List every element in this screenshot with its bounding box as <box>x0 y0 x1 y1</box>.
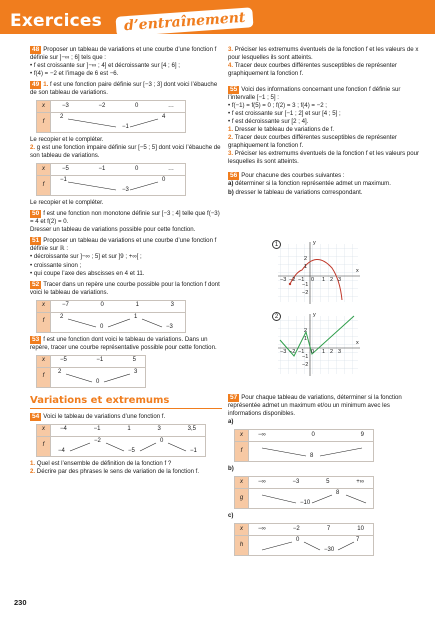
table-header: f <box>37 367 51 387</box>
graph-1 <box>272 240 362 306</box>
x-row <box>51 164 186 176</box>
exercise-text: Le recopier et le compléter. <box>30 136 104 144</box>
x-value: +∞ <box>356 478 364 485</box>
x-value: −7 <box>62 302 69 309</box>
table-header: x <box>235 477 249 489</box>
table-header: h <box>235 536 249 556</box>
f-value: −3 <box>166 323 173 330</box>
exercise-text: Proposer un tableau de variations et une courbe d’une fonction f définie sur ℝ : <box>30 237 217 253</box>
variation-arrows <box>252 489 372 509</box>
f-value: −1 <box>60 177 67 184</box>
tick-label: 0 <box>311 349 315 355</box>
tick-label: 1 <box>322 277 326 283</box>
f-value: 4 <box>162 114 166 121</box>
question-letter: a) <box>228 180 234 188</box>
exercise-text: Décrire par des phrases le sens de variation de la fonction f. <box>36 467 200 475</box>
exercise-56 <box>228 172 424 196</box>
table-header: f <box>37 436 51 456</box>
exercise-50 <box>30 210 222 234</box>
x-value: −5 <box>60 357 67 364</box>
variation-arrows <box>252 442 372 462</box>
variation-table-c <box>234 523 374 556</box>
page-header <box>0 0 435 34</box>
exercise-text: Tracer deux courbes différentes susceptibles de représenter graphiquement la fonction f. <box>228 134 397 150</box>
question-3 <box>228 46 424 78</box>
exercise-text: Proposer un tableau de variations et une courbe d’une fonction f définie sur ]−∞ ; 6] tels que : <box>30 46 217 62</box>
variation-table-a <box>234 429 374 462</box>
left-column <box>30 46 222 479</box>
question-letter: b) <box>228 465 234 473</box>
f-value: −5 <box>128 447 135 454</box>
exercise-number: 55 <box>230 86 238 94</box>
f-value: −4 <box>58 447 65 454</box>
x-value: 1 <box>135 302 139 309</box>
exercise-number: 49 <box>32 81 40 89</box>
f-value: 0 <box>296 537 300 544</box>
f-value: −1 <box>122 124 129 131</box>
tick-label: 3 <box>338 277 342 283</box>
x-value: −5 <box>62 165 69 172</box>
graph-2-plot <box>272 312 362 378</box>
f-value: −10 <box>300 500 311 507</box>
bullet: • f est croissante sur [−1 ; 2] et sur [4 ; 5] ; <box>228 110 341 118</box>
exercise-number: 52 <box>32 280 40 288</box>
tick-label: −1 <box>302 282 309 288</box>
f-row <box>249 536 374 556</box>
f-value: 0 <box>100 323 104 330</box>
f-value: 2 <box>60 114 64 121</box>
bullet: • f est décroissante sur [2 ; 4]. <box>228 118 309 126</box>
x-value: 5 <box>132 357 136 364</box>
f-value: 8 <box>310 453 314 460</box>
f-row <box>51 367 146 387</box>
variation-table <box>36 163 186 196</box>
variation-arrows <box>54 437 204 457</box>
exercise-55 <box>228 86 424 166</box>
tick-label: −2 <box>302 290 309 296</box>
exercise-48 <box>30 46 222 78</box>
tick-label: 2 <box>330 277 334 283</box>
variation-table <box>36 300 186 333</box>
exercise-text: Préciser les extremums éventuels de la fonction f et les valeurs pour lesquelles ils sont atteints. <box>228 150 420 166</box>
exercise-text: Quel est l’ensemble de définition de la fonction f ? <box>36 459 172 467</box>
exercise-57 <box>228 394 424 559</box>
x-value: 0 <box>311 431 315 438</box>
graph-number: 1 <box>272 240 281 249</box>
bullet: • décroissante sur ]−∞ ; 5] et sur ]9 ; +∞[ ; <box>30 253 142 261</box>
exercise-number: 50 <box>32 210 40 218</box>
question-number: 2. <box>30 467 36 475</box>
exercise-number: 57 <box>230 394 238 401</box>
tick-label: 2 <box>304 328 308 334</box>
variation-arrows <box>252 536 372 556</box>
graph-number: 2 <box>272 312 281 321</box>
exercise-52 <box>30 281 222 333</box>
bullet: • f est croissante sur ]−∞ ; 4] et décroissante sur [4 ; 6] ; <box>30 62 180 70</box>
axis-label: y <box>313 312 316 318</box>
x-value: … <box>168 102 174 109</box>
graph-1-plot <box>272 240 362 306</box>
f-value: 2 <box>60 313 64 320</box>
axis-label: y <box>313 240 316 246</box>
exercise-text: Pour chacune des courbes suivantes : <box>241 172 345 180</box>
exercise-number: 54 <box>32 412 40 420</box>
exercise-text: Tracer deux courbes différentes susceptibles de représenter graphiquement la fonction f. <box>228 62 397 78</box>
f-value: −1 <box>190 447 197 454</box>
x-row <box>249 477 374 489</box>
variation-arrows <box>54 368 149 388</box>
x-value: −2 <box>292 525 300 532</box>
exercise-text: Préciser les extremums éventuels de la fonction f et les valeurs de x pour lesquelles ils sont atteints. <box>228 46 419 62</box>
x-row <box>51 355 146 367</box>
table-header: f <box>37 312 51 332</box>
f-row <box>51 436 206 456</box>
variation-arrows <box>54 176 184 196</box>
exercise-text: Dresser le tableau de variations de f. <box>234 126 335 134</box>
x-row <box>249 524 374 536</box>
x-value: 9 <box>360 431 364 438</box>
tick-label: 2 <box>304 256 308 262</box>
x-value: −1 <box>96 357 104 364</box>
variation-arrows <box>54 113 184 133</box>
exercise-text: f est une fonction dont voici le tableau de variations. Dans un repère, tracer une courbe représentative possible pour cette fonction. <box>30 335 217 351</box>
x-value: −3 <box>62 102 69 109</box>
x-value: −2 <box>98 102 106 109</box>
bullet: • f(4) = −2 et l’image de 6 est −6. <box>30 70 119 78</box>
x-value: 3,5 <box>187 426 196 433</box>
table-header: x <box>37 424 51 436</box>
x-value: 0 <box>135 102 139 109</box>
f-value: 1 <box>134 313 138 320</box>
variation-table-b <box>234 476 374 509</box>
tick-label: −2 <box>289 349 296 355</box>
table-header: x <box>37 300 51 312</box>
x-value: −∞ <box>258 431 266 438</box>
question-number: 2. <box>228 134 234 142</box>
x-value: 7 <box>326 525 331 532</box>
exercise-text: déterminer si la fonction représentée admet un maximum. <box>235 180 391 188</box>
exercise-53 <box>30 336 222 388</box>
f-value: −30 <box>324 547 335 554</box>
x-value: −∞ <box>258 525 266 532</box>
axis-label: x <box>356 340 359 346</box>
question-number: 3. <box>228 150 234 158</box>
tick-label: −1 <box>298 349 305 355</box>
exercise-text: Voici des informations concernant une fonction f définie sur l’intervalle [−1 ; 5] : <box>228 86 401 102</box>
question-letter: b) <box>228 188 234 196</box>
bullet: • croissante sinon ; <box>30 261 82 269</box>
exercise-text: Voici le tableau de variations d’une fonction f. <box>43 412 166 420</box>
variation-arrows <box>54 313 184 333</box>
exercise-number: 48 <box>32 46 40 53</box>
table-header: f <box>37 113 51 133</box>
exercise-number: 53 <box>32 335 40 343</box>
exercise-54 <box>30 413 222 476</box>
f-value: 2 <box>58 368 62 375</box>
f-row <box>249 489 374 509</box>
exercise-text: g est une fonction impaire définie sur [−5 ; 5] dont voici l’ébauche de son tableau de variations. <box>30 144 221 160</box>
question-letter: c) <box>228 512 234 520</box>
f-value: 7 <box>356 537 360 544</box>
f-row <box>51 113 186 133</box>
variation-table <box>36 424 206 457</box>
f-row <box>51 312 186 332</box>
x-value: −1 <box>93 426 101 433</box>
exercise-text: Pour chaque tableau de variations, déterminer si la fonction représentée admet un maximum et/ou un minimum avec les informations disponibles. <box>228 394 402 418</box>
x-row <box>51 424 206 436</box>
header-title: Exercices <box>10 11 102 31</box>
tick-label: −1 <box>298 277 305 283</box>
x-row <box>51 300 186 312</box>
variation-table <box>36 100 186 133</box>
bullet: • qui coupe l’axe des abscisses en 4 et 11. <box>30 269 145 277</box>
f-value: 0 <box>96 378 100 385</box>
tick-label: −1 <box>302 354 309 360</box>
table-header: x <box>37 101 51 113</box>
tick-label: −2 <box>289 277 296 283</box>
question-number: 2. <box>30 144 36 152</box>
tick-label: 1 <box>304 264 308 270</box>
table-header: f <box>37 176 51 196</box>
exercise-number: 51 <box>32 237 40 245</box>
tick-label: 2 <box>330 349 334 355</box>
x-value: 10 <box>357 525 364 532</box>
f-row <box>249 442 374 462</box>
f-value: 0 <box>160 437 164 444</box>
exercise-text: f est une fonction paire définie sur [−3 ; 3] dont voici l’ébauche de son tableau de variations. <box>30 81 218 97</box>
variation-table <box>36 355 146 388</box>
right-column <box>228 46 424 200</box>
question-number: 3. <box>228 46 234 53</box>
x-value: 5 <box>326 478 330 485</box>
x-value: … <box>168 165 174 172</box>
exercise-number: 56 <box>230 172 238 180</box>
bullet: • f(−1) = f(5) = 0 ; f(2) = 3 ; f(4) = −2 ; <box>228 102 327 110</box>
exercise-text: dresser le tableau de variations correspondant. <box>235 188 363 196</box>
page-number: 230 <box>14 598 27 607</box>
x-value: −∞ <box>258 478 266 485</box>
x-row <box>51 101 186 113</box>
exercise-text: Dresser un tableau de variations possible pour cette fonction. <box>30 226 196 234</box>
exercise-text: Tracer dans un repère une courbe possible pour la fonction f dont voici le tableau de variations. <box>30 280 220 296</box>
exercise-51 <box>30 237 222 277</box>
table-header: x <box>235 524 249 536</box>
question-number: 1. <box>228 126 234 134</box>
x-value: 1 <box>127 426 131 433</box>
f-value: 3 <box>134 368 138 375</box>
table-header: x <box>37 164 51 176</box>
tick-label: −2 <box>302 362 309 368</box>
graph-2 <box>272 312 362 378</box>
f-row <box>51 176 186 196</box>
x-value: 0 <box>100 302 104 309</box>
exercise-49 <box>30 81 222 207</box>
x-value: −3 <box>292 478 300 485</box>
tick-label: 1 <box>304 336 308 342</box>
x-value: −1 <box>98 165 106 172</box>
x-value: 0 <box>135 165 139 172</box>
x-value: 3 <box>170 302 174 309</box>
x-value: −4 <box>60 426 67 433</box>
exercise-text: f est une fonction non monotone définie sur [−3 ; 4] telle que f(−3) = 4 et f(2) = 0. <box>30 210 220 226</box>
table-header: x <box>235 430 249 442</box>
x-value: 3 <box>157 426 161 433</box>
f-value: −3 <box>122 187 129 194</box>
header-subtitle: d’entraînement <box>115 7 253 34</box>
table-header: g <box>235 489 249 509</box>
tick-label: 0 <box>311 277 315 283</box>
tick-label: −3 <box>280 349 287 355</box>
question-letter: a) <box>228 418 234 426</box>
section-title: Variations et extremums <box>30 394 222 409</box>
table-header: f <box>235 442 249 462</box>
x-row <box>249 430 374 442</box>
question-number: 1. <box>43 81 49 89</box>
tick-label: 3 <box>338 349 342 355</box>
f-value: 8 <box>336 490 340 497</box>
f-value: 0 <box>162 177 166 184</box>
f-value: −2 <box>94 437 101 444</box>
tick-label: −3 <box>280 277 287 283</box>
exercise-text: Le recopier et le compléter. <box>30 199 104 207</box>
tick-label: 1 <box>322 349 326 355</box>
question-number: 1. <box>30 459 36 467</box>
axis-label: x <box>356 268 359 274</box>
table-header: x <box>37 355 51 367</box>
question-number: 4. <box>228 62 234 70</box>
